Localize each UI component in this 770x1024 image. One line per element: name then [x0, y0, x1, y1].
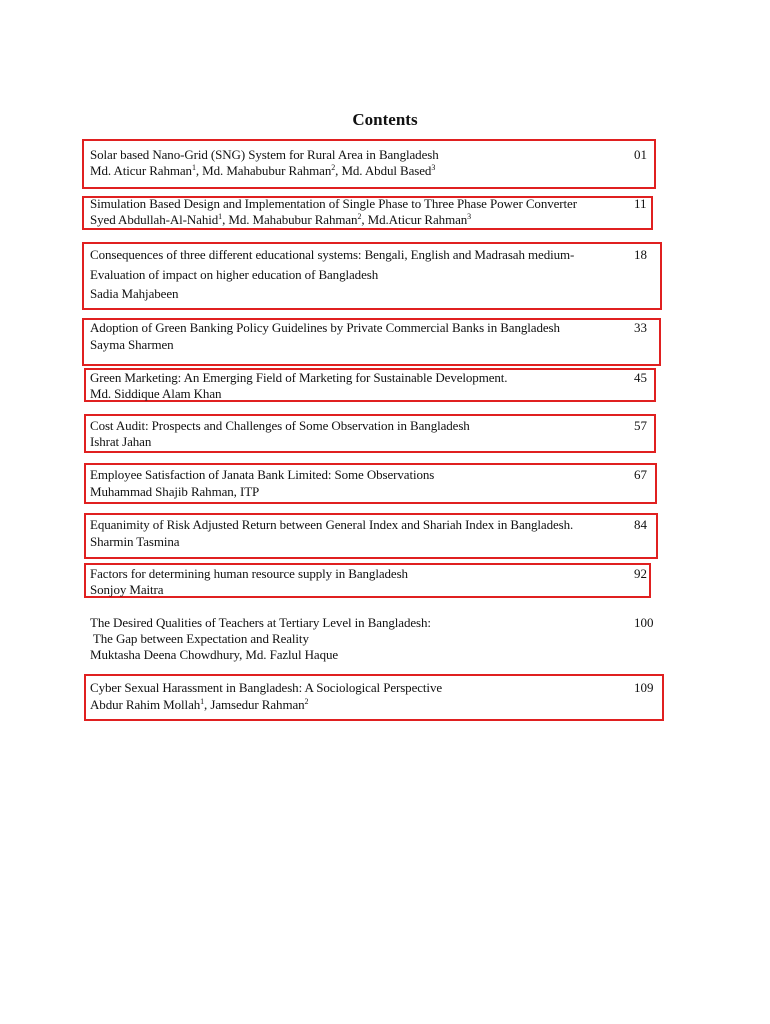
page-number[interactable]: 57 [634, 418, 647, 433]
author-name: Md. Abdul Based [341, 163, 432, 178]
page-number[interactable]: 67 [634, 467, 647, 482]
article-authors: Syed Abdullah-Al-Nahid$^1$, Md. Mahabubur Rahman$^2$, Md.Aticur Rahman$^3$ [90, 212, 472, 227]
author-name: Jamsedur Rahman [210, 697, 305, 712]
article-authors: Sharmin Tasmina [90, 534, 180, 549]
article-title-line-2[interactable]: The Gap between Expectation and Reality [90, 631, 309, 646]
page-number[interactable]: 11 [634, 196, 647, 211]
article-title[interactable]: Cyber Sexual Harassment in Bangladesh: A Sociological Perspective [90, 680, 443, 695]
article-authors: Ishrat Jahan [90, 434, 152, 449]
page-number[interactable]: 33 [634, 320, 647, 335]
author-affiliation-mark: 1 [200, 697, 205, 706]
article-authors: Md. Aticur Rahman$^1$, Md. Mahabubur Rahman$^2$, Md. Abdul Based$^3$ [90, 163, 436, 178]
article-title[interactable]: Simulation Based Design and Implementation of Single Phase to Three Phase Power Converter [90, 196, 577, 211]
author-affiliation-mark: 2 [357, 212, 362, 221]
article-authors: Sonjoy Maitra [90, 582, 164, 597]
article-title[interactable]: Solar based Nano-Grid (SNG) System for Rural Area in Bangladesh [90, 147, 439, 162]
author-name: Md.Aticur Rahman [367, 212, 468, 227]
page-title: Contents [352, 110, 418, 129]
author-name: Syed Abdullah-Al-Nahid [90, 212, 219, 227]
article-authors: Muhammad Shajib Rahman, ITP [90, 484, 260, 499]
author-affiliation-mark: 2 [304, 697, 309, 706]
author-affiliation-mark: 3 [431, 163, 436, 172]
author-affiliation-mark: 3 [467, 212, 472, 221]
page-number[interactable]: 01 [634, 147, 647, 162]
author-affiliation-mark: 2 [331, 163, 336, 172]
article-authors: Muktasha Deena Chowdhury, Md. Fazlul Haque [90, 647, 339, 662]
article-title[interactable]: Adoption of Green Banking Policy Guidelines by Private Commercial Banks in Bangladesh [90, 320, 560, 335]
article-title[interactable]: Green Marketing: An Emerging Field of Marketing for Sustainable Development. [90, 370, 508, 385]
article-authors: Md. Siddique Alam Khan [90, 386, 222, 401]
article-title[interactable]: Factors for determining human resource supply in Bangladesh [90, 566, 408, 581]
page-number[interactable]: 45 [634, 370, 647, 385]
article-title-line-1[interactable]: Consequences of three different educational systems: Bengali, English and Madrasah medium- [90, 247, 575, 262]
author-name: Md. Aticur Rahman [90, 163, 192, 178]
article-title-line-2[interactable]: Evaluation of impact on higher education of Bangladesh [90, 267, 379, 282]
article-authors: Sadia Mahjabeen [90, 286, 179, 301]
page-number[interactable]: 100 [634, 615, 654, 630]
article-title[interactable]: Employee Satisfaction of Janata Bank Limited: Some Observations [90, 467, 435, 482]
author-affiliation-mark: 1 [218, 212, 223, 221]
page-number[interactable]: 18 [634, 247, 647, 262]
author-affiliation-mark: 1 [191, 163, 196, 172]
author-name: Md. Mahabubur Rahman [228, 212, 358, 227]
article-authors: Sayma Sharmen [90, 337, 174, 352]
article-title-line-1[interactable]: The Desired Qualities of Teachers at Tertiary Level in Bangladesh: [90, 615, 431, 630]
page-number[interactable]: 109 [634, 680, 654, 695]
article-title[interactable]: Equanimity of Risk Adjusted Return between General Index and Shariah Index in Bangladesh. [90, 517, 574, 532]
article-authors: Abdur Rahim Mollah$^1$, Jamsedur Rahman$^2$ [90, 697, 309, 712]
page-number[interactable]: 84 [634, 517, 647, 532]
article-title[interactable]: Cost Audit: Prospects and Challenges of Some Observation in Bangladesh [90, 418, 470, 433]
author-name: Md. Mahabubur Rahman [202, 163, 332, 178]
page-number[interactable]: 92 [634, 566, 647, 581]
author-name: Abdur Rahim Mollah [90, 697, 201, 712]
